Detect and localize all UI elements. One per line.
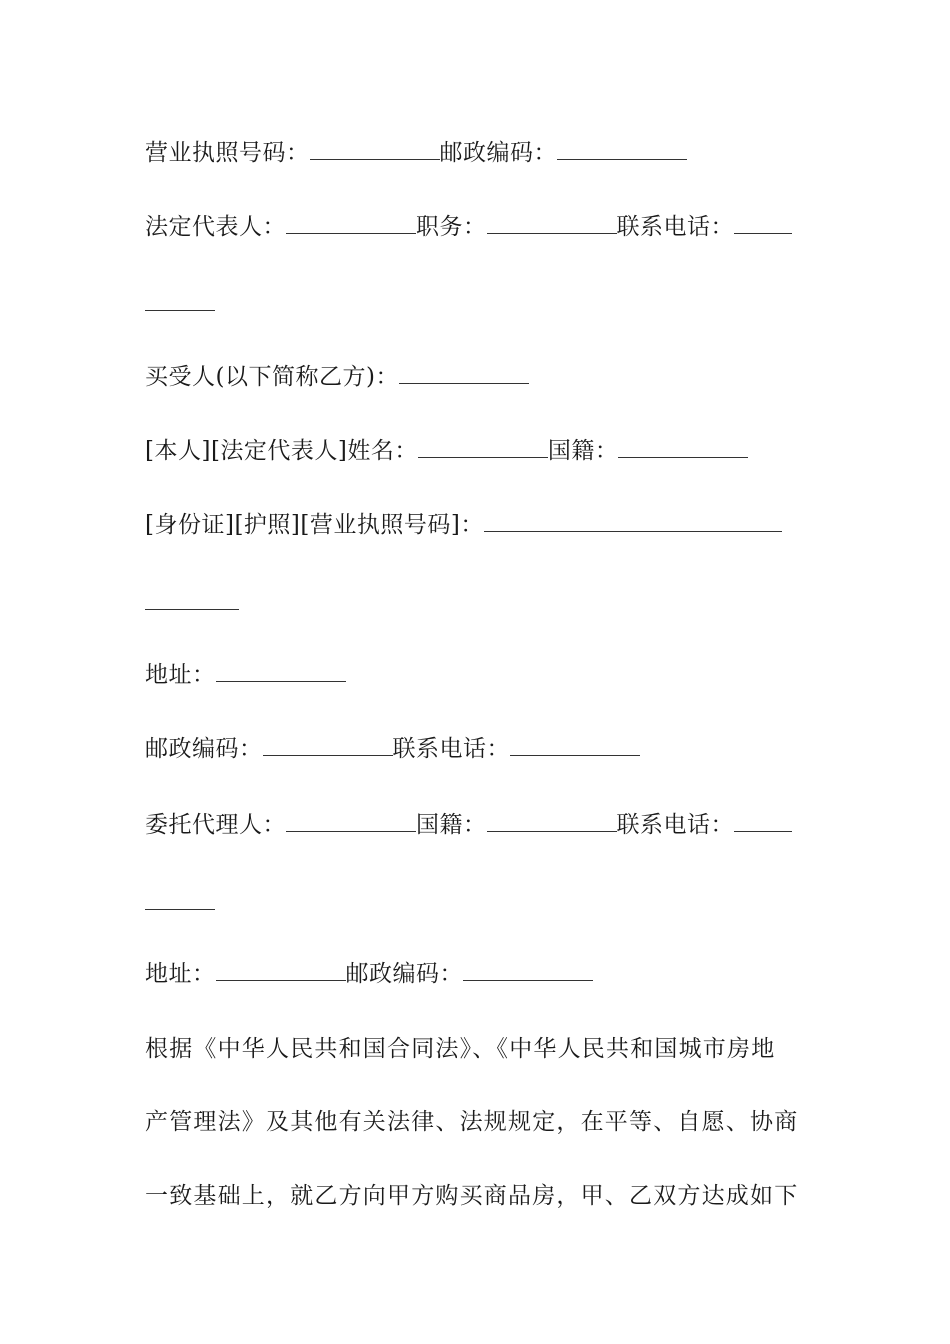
agent-row xyxy=(145,810,792,840)
paragraph-line-2: 产管理法》及其他有关法律、法规规定，在平等、自愿、协商 xyxy=(145,1109,799,1135)
agent-postal-label: 邮政编码： xyxy=(345,961,463,987)
postal-phone-row xyxy=(145,734,640,764)
phone-label: 联系电话： xyxy=(392,736,510,762)
address-row xyxy=(145,660,346,690)
address-blank xyxy=(216,663,346,682)
legal-rep-blank xyxy=(286,215,416,234)
agent-phone-label: 联系电话： xyxy=(616,812,734,838)
phone-blank xyxy=(510,737,640,756)
nationality-label: 国籍： xyxy=(547,438,619,464)
postal-code-label: 邮政编码： xyxy=(439,140,557,166)
agent-address-blank xyxy=(216,962,346,981)
agent-blank xyxy=(286,813,416,832)
buyer-row xyxy=(145,362,529,392)
position-blank xyxy=(487,215,617,234)
id-document-blank xyxy=(484,513,782,532)
agent-phone-blank xyxy=(734,813,792,832)
phone-blank xyxy=(734,215,792,234)
paragraph-line-3: 一致基础上，就乙方向甲方购买商品房，甲、乙双方达成如下 xyxy=(145,1183,799,1209)
business-license-row xyxy=(145,138,687,168)
phone-label: 联系电话： xyxy=(616,214,734,240)
id-document-row xyxy=(145,510,782,540)
business-license-label: 营业执照号码： xyxy=(145,140,310,166)
phone-blank-continued xyxy=(145,309,215,311)
buyer-name-label: [本人][法定代表人]姓名： xyxy=(145,438,418,464)
buyer-label: 买受人(以下简称乙方)： xyxy=(145,364,399,390)
agent-nationality-blank xyxy=(487,813,617,832)
agent-label: 委托代理人： xyxy=(145,812,286,838)
buyer-blank xyxy=(399,365,529,384)
id-document-label: [身份证][护照][营业执照号码]： xyxy=(145,512,484,538)
agent-phone-blank-continued xyxy=(145,908,215,910)
business-license-blank xyxy=(310,141,440,160)
address-label: 地址： xyxy=(145,662,216,688)
legal-rep-label: 法定代表人： xyxy=(145,214,286,240)
paragraph-line-1: 根据《中华人民共和国合同法》、《中华人民共和国城市房地 xyxy=(145,1036,776,1062)
nationality-blank xyxy=(618,439,748,458)
postal-code-blank xyxy=(263,737,393,756)
postal-code-blank xyxy=(557,141,687,160)
agent-postal-blank xyxy=(463,962,593,981)
postal-code-label: 邮政编码： xyxy=(145,736,263,762)
buyer-name-row xyxy=(145,436,748,466)
id-document-blank-continued xyxy=(145,608,239,610)
agent-address-label: 地址： xyxy=(145,961,216,987)
agent-nationality-label: 国籍： xyxy=(416,812,487,838)
legal-rep-row xyxy=(145,212,792,242)
position-label: 职务： xyxy=(416,214,487,240)
buyer-name-blank xyxy=(418,439,548,458)
agent-address-row xyxy=(145,959,593,989)
